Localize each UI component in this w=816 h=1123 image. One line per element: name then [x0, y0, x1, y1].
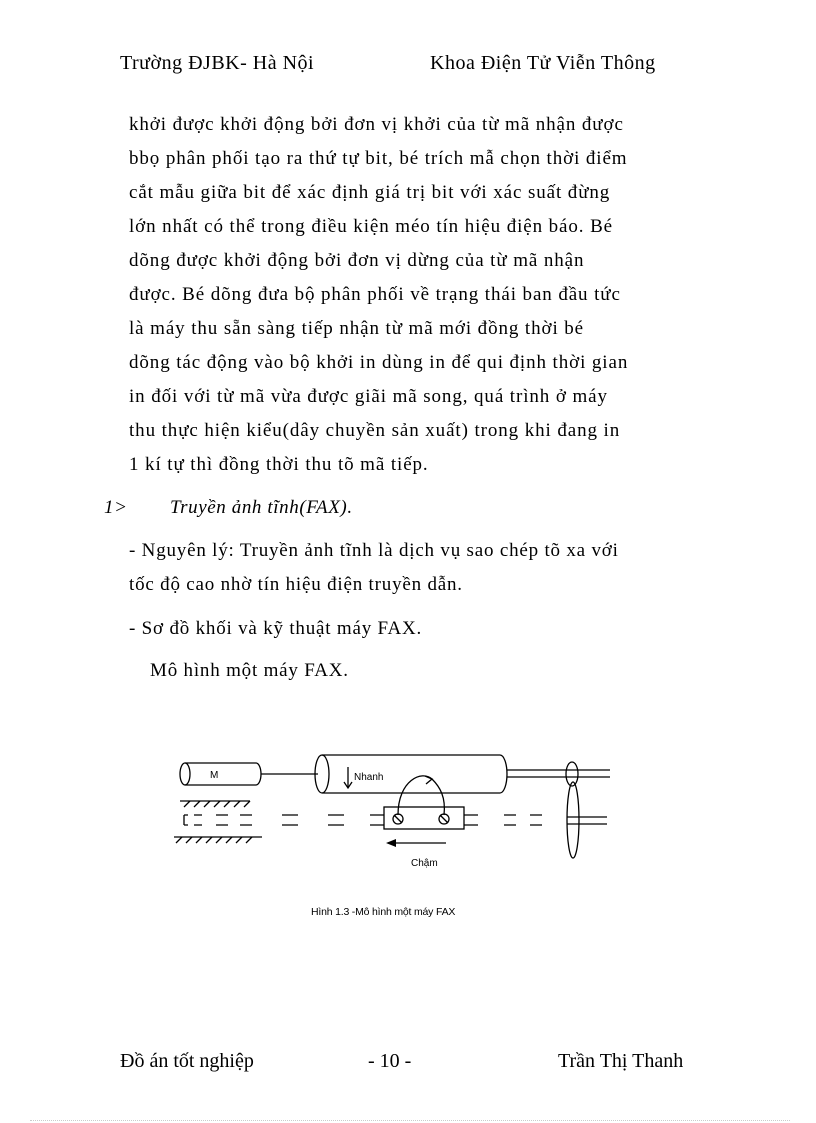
body-paragraph	[129, 108, 699, 482]
section-title: Truyền ảnh tĩnh(FAX).	[170, 497, 353, 518]
drum-body	[322, 755, 507, 793]
guide-rail	[184, 815, 542, 825]
ground-hatch	[176, 837, 252, 843]
slow-label: Chậm	[411, 858, 438, 869]
footer-right: Trần Thị Thanh	[558, 1050, 684, 1072]
paragraph-line: 1 kí tự thì đồng thời thu tõ mã tiếp.	[129, 454, 429, 475]
page-bottom-rule	[30, 1120, 790, 1121]
paragraph-line: là máy thu sẵn sàng tiếp nhận từ mã mới đồng thời bé	[129, 318, 585, 339]
model-line: Mô hình một máy FAX.	[150, 660, 349, 681]
scanning-carriage	[384, 807, 464, 829]
gear-disc	[567, 782, 579, 858]
paragraph-line: thu thực hiện kiểu(dây chuyền sản xuất) trong khi đang in	[129, 420, 621, 441]
motor-body	[185, 763, 261, 785]
ground-hatch	[184, 801, 250, 807]
motor-label: M	[210, 770, 219, 781]
paragraph-line: cắt mẫu giữa bit để xác định giá trị bit với xác suất đừng	[129, 182, 611, 203]
paragraph-line: dõng được khởi động bởi đơn vị dừng của từ mã nhận	[129, 250, 585, 271]
fax-model-figure	[170, 745, 620, 870]
transfer-arc	[398, 776, 432, 815]
motor-end	[180, 763, 190, 785]
footer-left: Đồ án tốt nghiệp	[120, 1050, 254, 1072]
paragraph-line: khởi được khởi động bởi đơn vị khởi của từ mã nhận được	[129, 114, 624, 135]
principle-line-1: - Nguyên lý: Truyền ảnh tĩnh là dịch vụ sao chép tõ xa với	[129, 540, 619, 561]
block-diagram-line: - Sơ đồ khối và kỹ thuật máy FAX.	[129, 618, 423, 639]
header-right: Khoa Điện Tử Viễn Thông	[430, 52, 656, 74]
section-number: 1>	[104, 497, 128, 518]
paragraph-line: bbọ phân phối tạo ra thứ tự bit, bé trích mẫ chọn thời điểm	[129, 148, 628, 169]
figure-caption: Hình 1.3 -Mô hình một máy FAX	[311, 906, 456, 918]
paragraph-line: được. Bé dõng đưa bộ phân phối về trạng thái ban đầu tức	[129, 284, 621, 305]
paragraph-line: lớn nhất có thể trong điều kiện méo tín hiệu điện báo. Bé	[129, 216, 613, 237]
paragraph-line: dõng tác động vào bộ khởi in dùng in để qui định thời gian	[129, 352, 629, 373]
fast-label: Nhanh	[354, 772, 384, 783]
principle-line-2: tốc độ cao nhờ tín hiệu điện truyền dẫn.	[129, 574, 463, 595]
transfer-arc	[432, 779, 444, 815]
paragraph-line: in đối với từ mã vừa được giãi mã song, quá trình ở máy	[129, 386, 608, 407]
page-number: - 10 -	[368, 1050, 412, 1072]
header-left: Trường ĐJBK- Hà Nội	[120, 52, 315, 74]
